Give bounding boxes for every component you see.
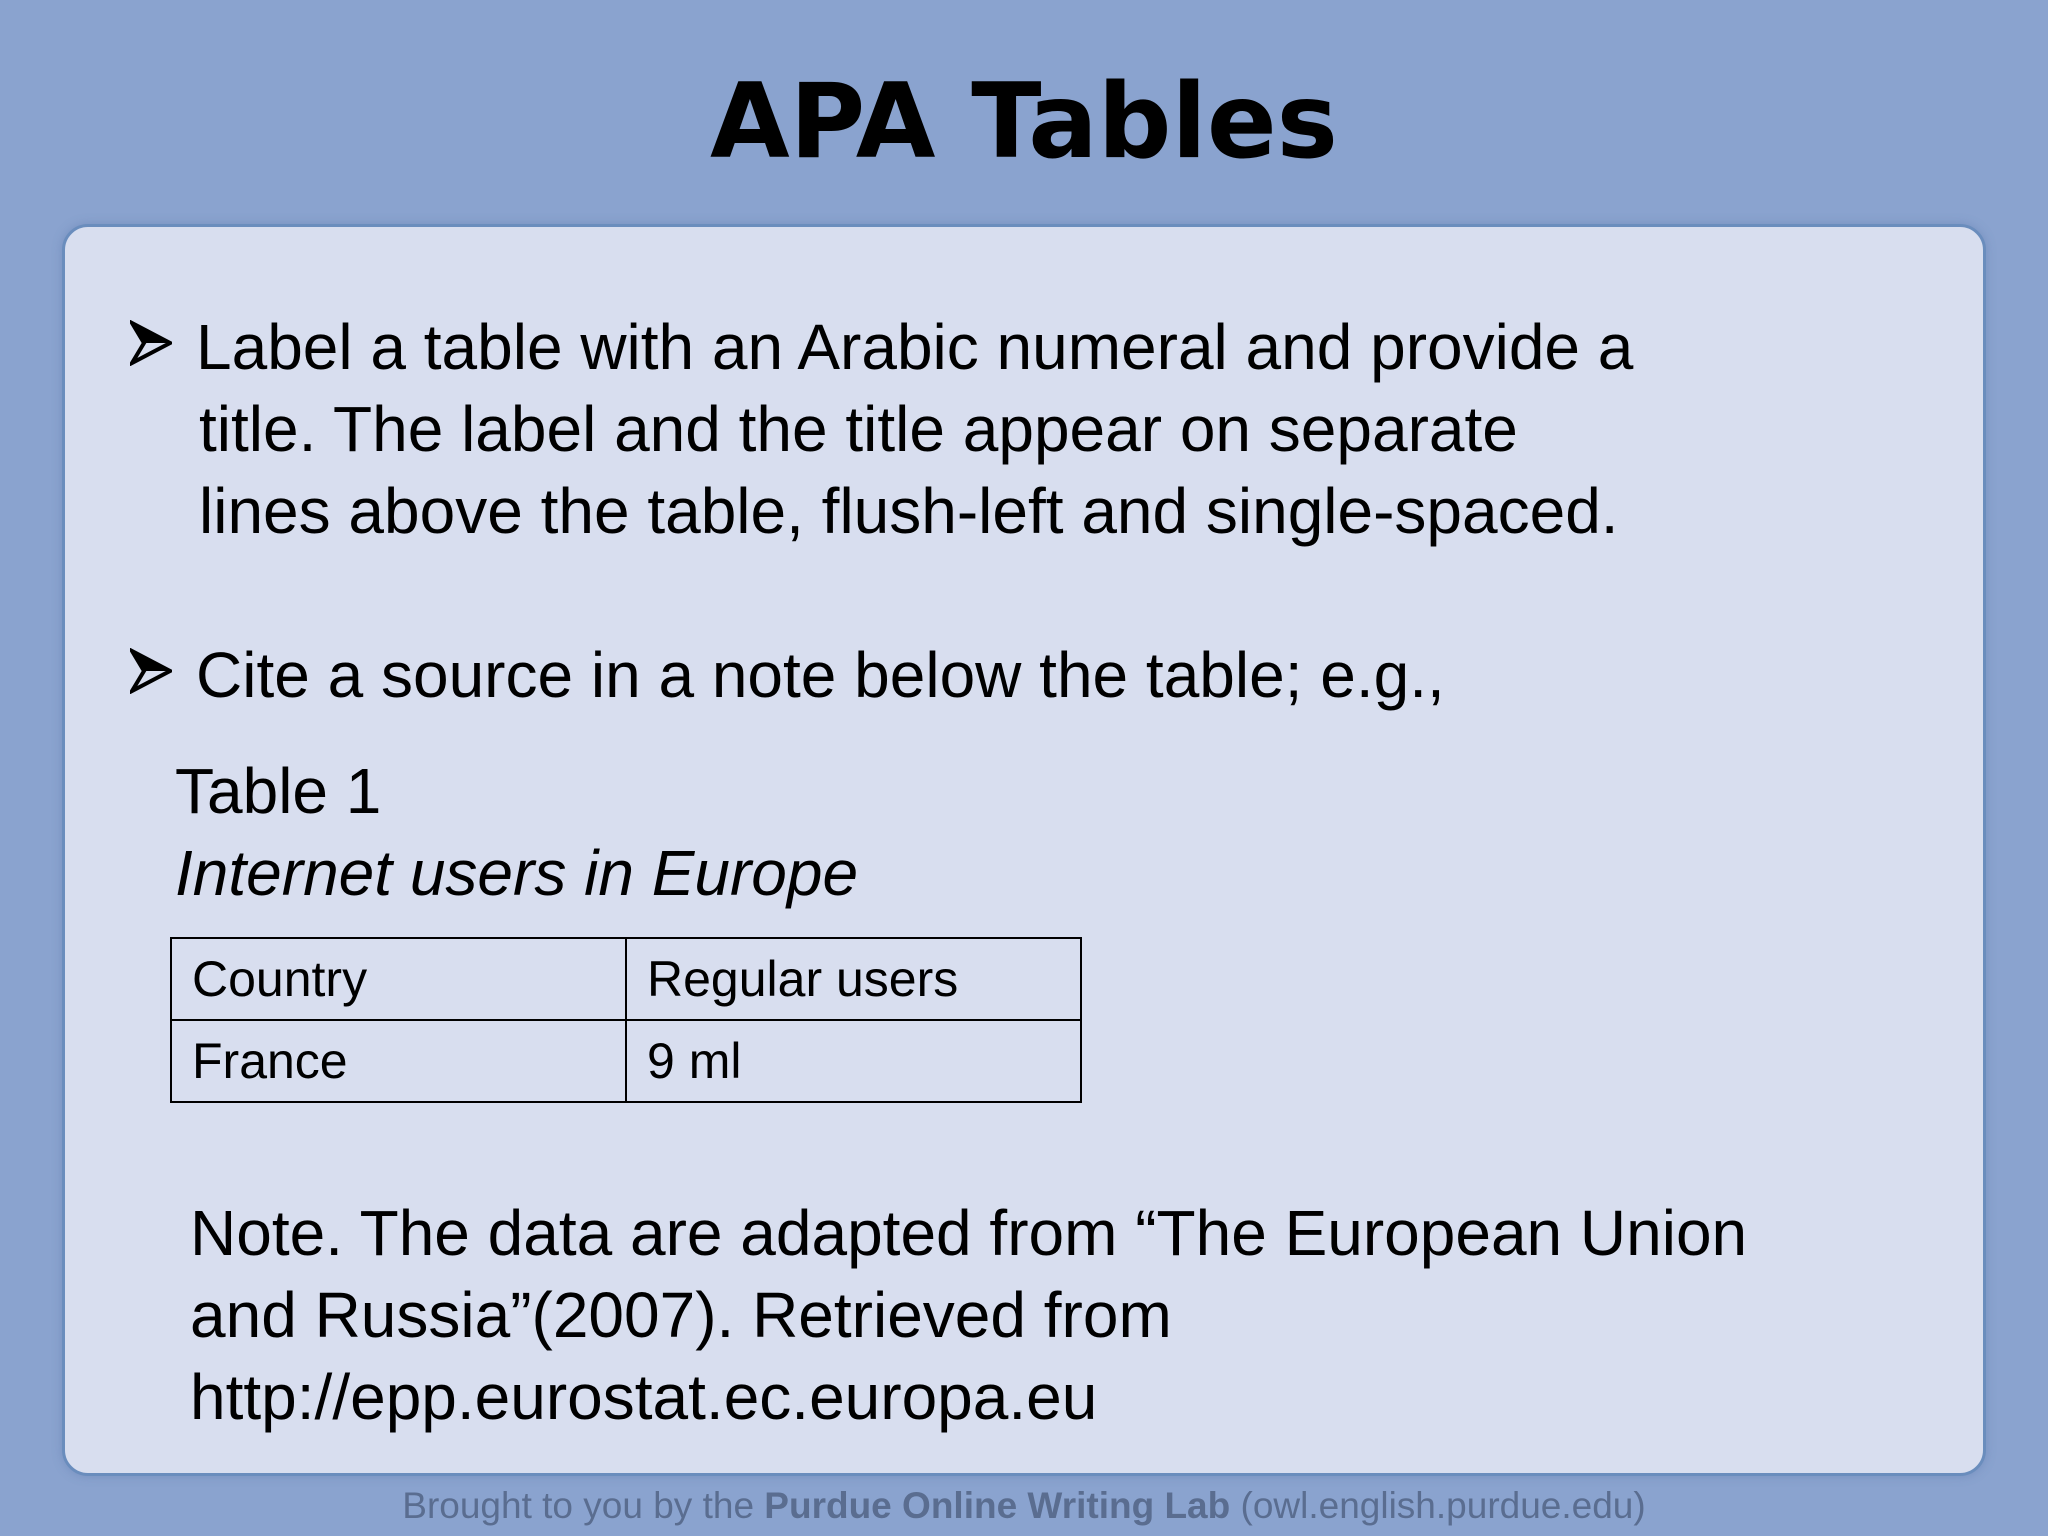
slide-title: APA Tables	[709, 62, 1338, 182]
bullet-line: Label a table with an Arabic numeral and provide a	[196, 311, 1634, 383]
arrowhead-bullet-icon	[130, 320, 172, 366]
bullet-text	[196, 634, 1445, 716]
bullet-line: Cite a source in a note below the table; e.g.,	[196, 639, 1445, 711]
footer-brand: Purdue Online Writing Lab	[764, 1485, 1231, 1526]
bullet-line: title. The label and the title appear on separate	[199, 393, 1518, 465]
example-data-table	[170, 937, 1082, 1103]
footer-prefix: Brought to you by the	[402, 1485, 765, 1526]
table-cell: France	[171, 1020, 626, 1102]
table-row	[171, 1020, 1081, 1102]
table-cell: 9 ml	[626, 1020, 1081, 1102]
example-table-title: Internet users in Europe	[175, 837, 859, 909]
footer-suffix: (owl.english.purdue.edu)	[1230, 1485, 1646, 1526]
arrowhead-bullet-icon	[130, 648, 172, 694]
footer-credit	[0, 1482, 2048, 1530]
note-line: and Russia”(2007). Retrieved from	[190, 1279, 1172, 1351]
note-line: http://epp.eurostat.ec.europa.eu	[190, 1361, 1098, 1433]
table-header-cell: Regular users	[626, 938, 1081, 1020]
note-line: Note. The data are adapted from “The European Union	[190, 1197, 1748, 1269]
bullet-line: lines above the table, flush-left and single-spaced.	[199, 475, 1619, 547]
bullet-item-cite-source	[130, 634, 1830, 716]
source-note	[190, 1192, 1747, 1438]
bullet-text	[196, 306, 1633, 552]
table-header-row	[171, 938, 1081, 1020]
table-header-cell: Country	[171, 938, 626, 1020]
bullet-item-label-table	[130, 306, 1830, 556]
example-table-label: Table 1	[175, 755, 382, 827]
